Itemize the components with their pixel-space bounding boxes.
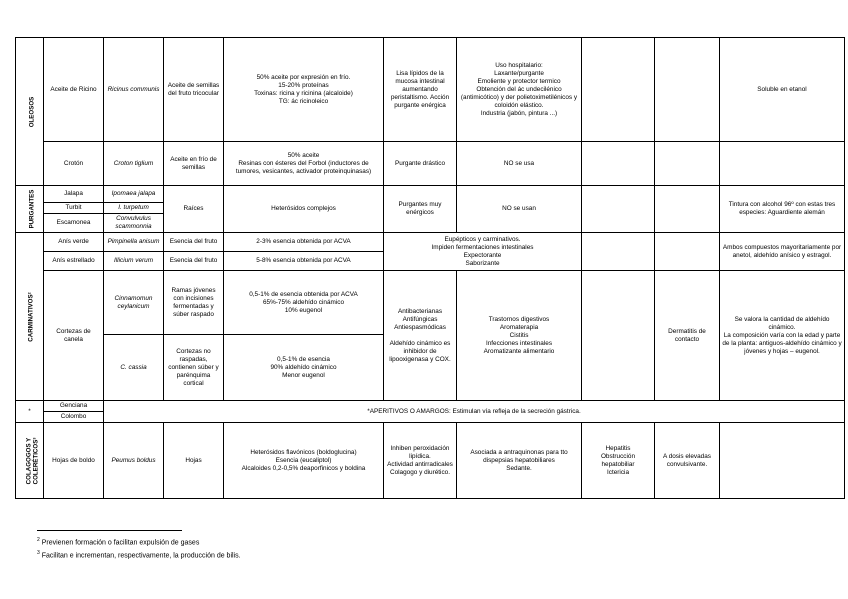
plant-part: Aceite en frío de semillas [164,142,224,186]
group-cell-carminativos [16,233,44,401]
composition: 0,5-1% de esencia obtenida por ACVA 65%-75% aldehído cinámico 10% eugenol [224,271,384,335]
notes: Se valora la cantidad de aldehído cinámico. La composición varía con la edad y parte de la planta: antiguos-aldehído cinámico y jóvenes y hojas – eugenol. [720,271,845,401]
footnote-3: $^3$ Facilitan e incrementan, respectivamente, la producción de bilis. [37,550,241,560]
action: Lisa lípidos de la mucosa intestinal aumentando peristaltismo. Acción purgante enérgica [384,38,457,142]
footnote-text: Facilitan e incrementan, respectivamente, la producción de bilis. [41,552,241,560]
uses: NO se usa [457,142,582,186]
plant-part: Aceite de semillas del fruto tricocular [164,38,224,142]
species: Pimpinella anisum [104,233,164,252]
species: Croton tiglium [104,142,164,186]
species: Peumus boldus [104,423,164,499]
group-label: CARMINATIVOS² [28,291,36,342]
group-label: PURGANTES [28,189,36,229]
group-cell-colagogos [16,423,44,499]
empty-cell [582,233,655,271]
species: Convulvulus scammonnia [104,214,164,233]
empty-cell [655,38,720,142]
action: Purgante drástico [384,142,457,186]
footnote-text: Previenen formación o facilitan expulsión de gases [41,539,200,547]
side-effects: Dermatitis de contacto [655,271,720,401]
plant-part: Esencia del fruto [164,252,224,271]
plant-drug-table [15,37,845,499]
table-row [16,401,845,412]
notes: Ambos compuestos mayoritariamente por anetol, aldehído anísico y estragol. [720,233,845,271]
plant-part: Esencia del fruto [164,233,224,252]
plant-part: Hojas [164,423,224,499]
footnotes [37,530,241,562]
drug-name: Genciana [44,401,104,412]
drug-name: Hojas de boldo [44,423,104,499]
uses: NO se usan [457,186,582,233]
drug-name: Anís estrellado [44,252,104,271]
group-label: COLAGOGOS Y COLERÉTICOS³ [25,437,39,484]
empty-cell [655,186,720,233]
group-cell-amargos: * [16,401,44,423]
amargos-note: *APERITIVOS O AMARGOS: Estimulan vía refleja de la secreción gástrica. [104,401,845,423]
table-row [16,233,845,252]
notes: Soluble en etanol [720,38,845,142]
composition: 5-8% esencia obtenida por ACVA [224,252,384,271]
group-cell-oleosos [16,38,44,186]
species: Illicium verum [104,252,164,271]
composition: 2-3% esencia obtenida por ACVA [224,233,384,252]
table-row [16,423,845,499]
species: Ipomaea jalapa [104,186,164,203]
drug-name: Crotón [44,142,104,186]
action: Antibacterianas Antifúngicas Antiespasmódicas Aldehído cinámico es inhibidor de lipooxigenasa y COX. [384,271,457,401]
group-label: OLEOSOS [28,96,36,127]
uses: Uso hospitalario: Laxante/purgante Emoliente y protector termico Obtención del ác undecilénico (antimicótico) y der polietoximetilénicos y coloidón elástico. Industria (jabón, pintura ...) [457,38,582,142]
species: Ricinus communis [104,38,164,142]
empty-cell [582,142,655,186]
composition: 50% aceite por expresión en frío. 15-20% proteínas Toxinas: ricina y ricinina (alcaloide) TG: ác ricinoleico [224,38,384,142]
uses: Asociada a antraquinonas para tto dispepsias hepatobiliares Sedante. [457,423,582,499]
table-row [16,271,845,335]
footnote-divider [37,530,182,531]
empty-cell [582,38,655,142]
contraindications: Hepatitis Obstrucción hepatobiliar Ictericia [582,423,655,499]
empty-cell [720,423,845,499]
plant-part: Ramas jóvenes con incisiones fermentadas y súber raspado [164,271,224,335]
drug-name: Aceite de Ricino [44,38,104,142]
table-row [16,142,845,186]
empty-cell [720,142,845,186]
empty-cell [582,186,655,233]
drug-name: Cortezas de canela [44,271,104,401]
plant-part: Cortezas no raspadas, contienen súber y parénquima cortical [164,335,224,401]
plant-part: Raíces [164,186,224,233]
species: I. turpetum [104,203,164,214]
empty-cell [655,233,720,271]
footnote-2: $^2$ Previenen formación o facilitan expulsión de gases [37,537,200,547]
action: Inhiben peroxidación lipídica. Actividad antirradicales Colagogo y diurético. [384,423,457,499]
species: C. cassia [104,335,164,401]
species: Cinnamomun ceylanicum [104,271,164,335]
table-row [16,38,845,142]
drug-name: Escamonea [44,214,104,233]
composition: 50% aceite Resinas con ésteres del Forbol (inductores de tumores, vesicantes, activador proteinquinasas) [224,142,384,186]
action: Purgantes muy enérgicos [384,186,457,233]
notes: Tintura con alcohol 96º con estas tres especies: Aguardiente alemán [720,186,845,233]
side-effects: A dosis elevadas convulsivante. [655,423,720,499]
composition: 0,5-1% de esencia 90% aldehído cinámico Menor eugenol [224,335,384,401]
drug-name: Colombo [44,412,104,423]
composition: Heterósidos flavónicos (boldoglucina) Esencia (eucaliptol) Alcaloides 0,2-0,5% deaporfinicos y boldina [224,423,384,499]
action-anis: Eupépticos y carminativos. Impiden fermentaciones intestinales Expectorante Saborizante [384,233,582,271]
composition: Heterósidos complejos [224,186,384,233]
empty-cell [582,271,655,401]
empty-cell [655,142,720,186]
group-cell-purgantes [16,186,44,233]
table-row [16,186,845,203]
drug-name: Jalapa [44,186,104,203]
uses: Trastornos digestivos Aromaterapia Cistitis Infecciones intestinales Aromatizante alimentario [457,271,582,401]
drug-name: Anís verde [44,233,104,252]
drug-name: Turbit [44,203,104,214]
